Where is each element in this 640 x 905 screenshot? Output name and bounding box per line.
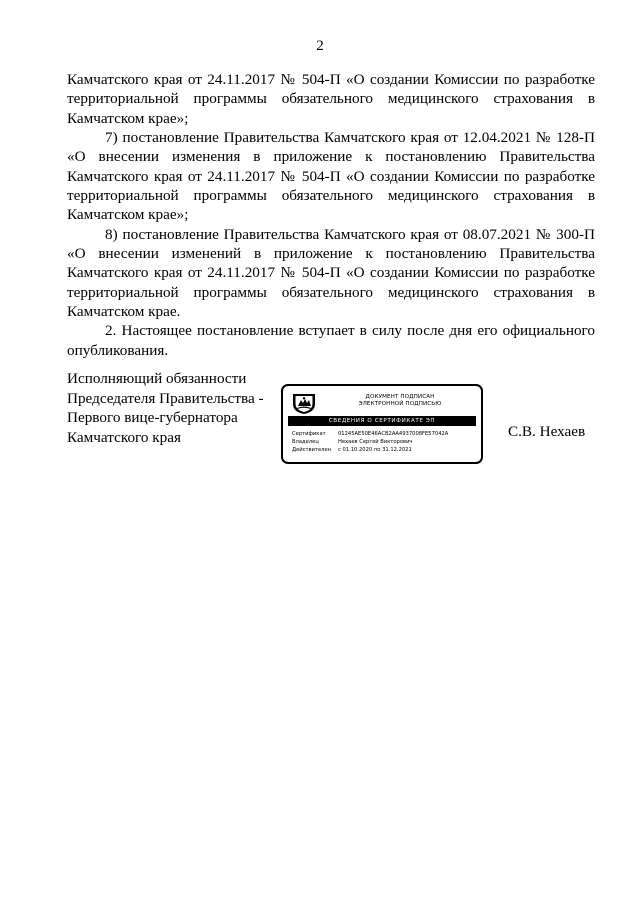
stamp-row-value: с 01.10.2020 по 31.12.2021 [338,447,412,453]
stamp-row-value: 01245АЕ50Е46АСВ2АА4937008FE57042А [338,431,449,437]
position-line: Председателя Правительства - [67,389,264,407]
position-line: Камчатского края [67,428,181,446]
stamp-header [321,394,479,408]
stamp-certificate-details [292,430,476,454]
paragraph-continuation: Камчатского края от 24.11.2017 № 504-П «О создании Комиссии по разработке территориальной программы обязательного медицинского страхования в Камчатском крае»; [67,71,595,127]
stamp-header-line: ЭЛЕКТРОННОЙ ПОДПИСЬЮ [358,401,442,407]
list-item-7: 7) постановление Правительства Камчатского края от 12.04.2021 № 128-П «О внесении изменения в приложение к постановлению Правительства Камчатского края от 24.11.2017 № 504-П «О создании Комиссии по разработке территориальной программы обязательного медицинского страхования в Камчатском крае»; [67,129,595,224]
stamp-row-validity [292,446,476,454]
position-line: Первого вице-губернатора [67,409,238,426]
page-number: 2 [316,38,324,54]
stamp-row-label: Владелец [292,439,319,445]
electronic-signature-stamp [281,384,483,464]
stamp-row-label: Действителен [292,447,332,453]
stamp-header-line: ДОКУМЕНТ ПОДПИСАН [365,394,435,400]
signatory-name: С.В. Нехаев [508,423,586,440]
position-line: Исполняющий обязанности [67,370,247,387]
stamp-row-label: Сертификат [292,431,326,437]
document-body [67,70,595,360]
stamp-row-value: Нехаев Сергей Викторович [338,439,413,445]
stamp-row-owner [292,438,476,446]
paragraph-effective-date: 2. Настоящее постановление вступает в силу после дня его официального опубликования. [67,322,595,359]
stamp-row-certificate [292,430,476,438]
signatory-position [67,369,264,447]
stamp-certificate-bar: СВЕДЕНИЯ О СЕРТИФИКАТЕ ЭП [288,416,476,426]
list-item-8: 8) постановление Правительства Камчатского края от 08.07.2021 № 300-П «О внесении изменений в приложение к постановлению Правительства Камчатского края от 24.11.2017 № 504-П «О создании Комиссии по разработке территориальной программы обязательного медицинского страхования в Камчатском крае. [67,225,595,321]
coat-of-arms-icon [290,391,318,415]
